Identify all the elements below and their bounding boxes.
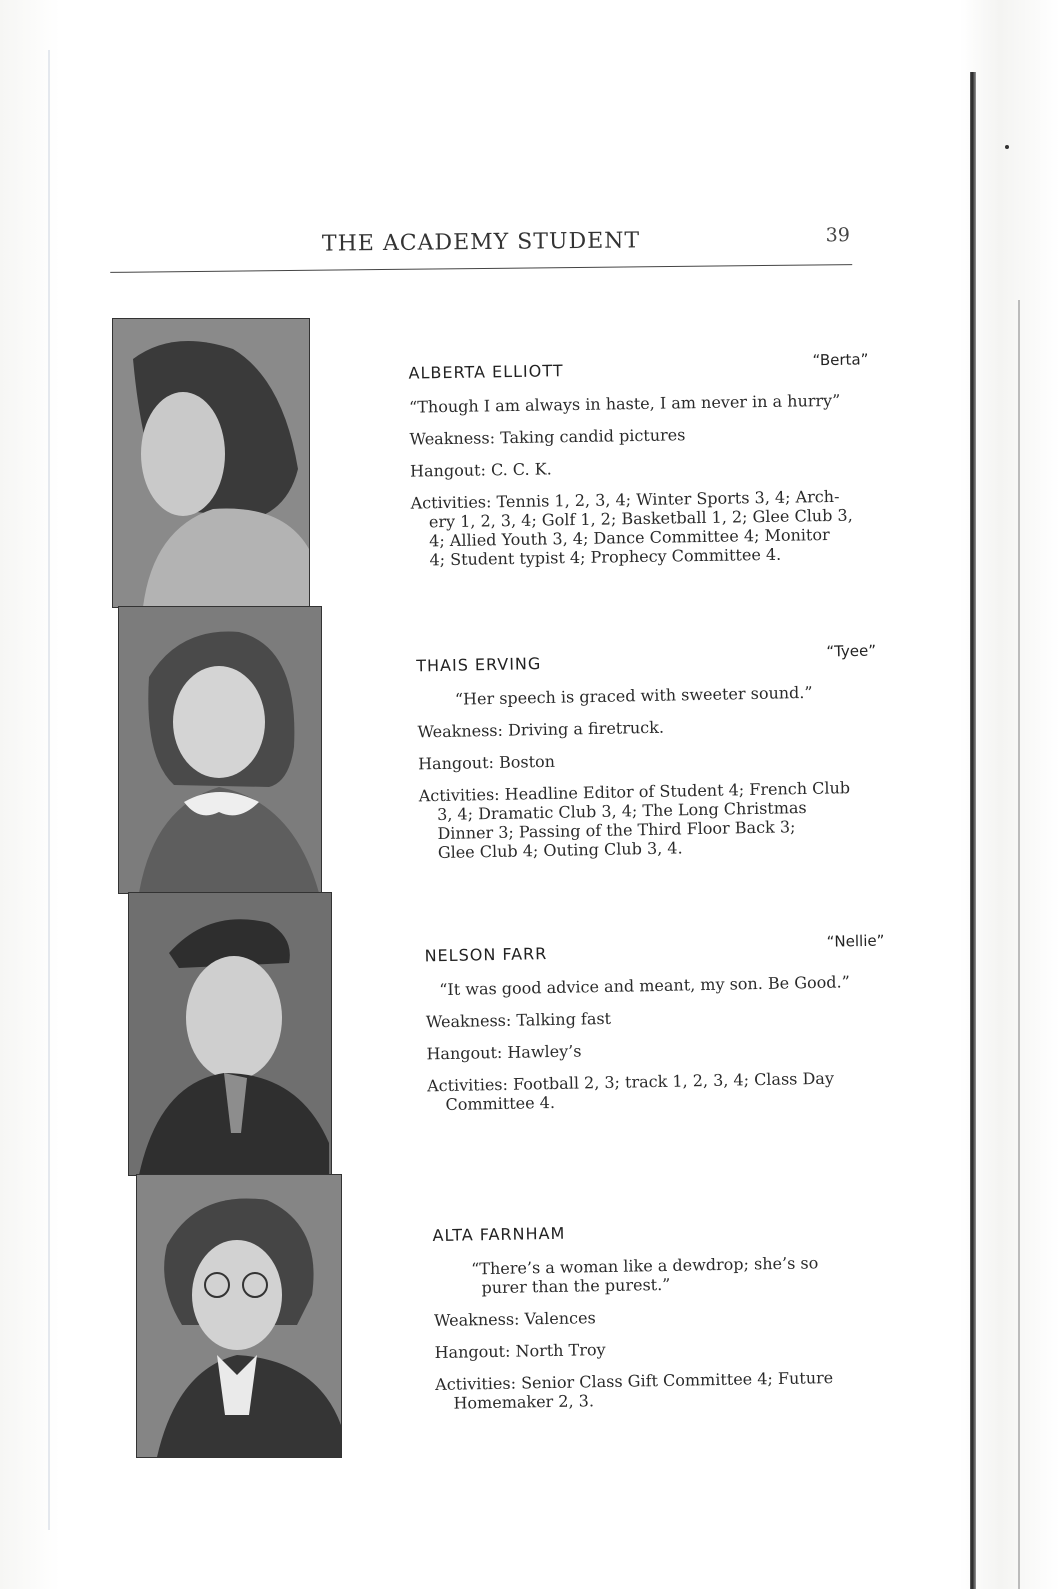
hangout-line (426, 1036, 886, 1064)
activities-line: Tennis 1, 2, 3, 4; Winter Sports 3, 4; Arch- (496, 486, 840, 512)
portrait-alberta-elliott (112, 318, 310, 608)
activities-line: Glee Club 4; Outing Club 3, 4. (437, 838, 683, 863)
ink-speck (1005, 145, 1009, 149)
activities-line: ery 1, 2, 3, 4; Golf 1, 2; Basketball 1, 2; Glee Club 3, (428, 505, 853, 532)
student-nickname: “Tyee” (826, 641, 877, 661)
student-quote: “Her speech is graced with sweeter sound.” (454, 682, 813, 709)
activities-label: Activities: (426, 1074, 509, 1096)
portrait-thais-erving (118, 606, 322, 894)
page-edge-line (1018, 300, 1020, 1589)
hangout-value: North Troy (515, 1340, 606, 1361)
activities-label: Activities: (435, 1373, 517, 1395)
activities-block (435, 1367, 896, 1413)
activities-line: Football 2, 3; track 1, 2, 3, 4; Class Day (512, 1068, 835, 1094)
book-spine (970, 72, 976, 1589)
student-name: ALTA FARNHAM (432, 1223, 566, 1246)
portrait-nelson-farr (128, 892, 332, 1176)
page-number: 39 (825, 224, 851, 247)
portrait-alta-farnham (136, 1174, 342, 1458)
hangout-label: Hangout: (409, 460, 487, 481)
student-quote (433, 1252, 894, 1298)
student-nickname: “Berta” (812, 350, 869, 370)
weakness-label: Weakness: (433, 1309, 520, 1331)
hangout-value: Hawley’s (507, 1041, 582, 1062)
activities-line: Dinner 3; Passing of the Third Floor Back 3; (437, 817, 796, 844)
entry-alberta-elliott (408, 350, 871, 570)
weakness-value: Valences (524, 1308, 596, 1329)
student-name: THAIS ERVING (416, 654, 542, 676)
student-name: NELSON FARR (424, 944, 548, 966)
weakness-line (434, 1303, 894, 1330)
activities-line: Headline Editor of Student 4; French Club (504, 778, 851, 804)
activities-label: Activities: (418, 784, 500, 806)
entry-thais-erving (416, 641, 880, 863)
student-quote: “It was good advice and meant, my son. Be Good.” (439, 972, 850, 1000)
hangout-label: Hangout: (434, 1341, 511, 1363)
weakness-line (426, 1004, 886, 1032)
weakness-value: Talking fast (516, 1008, 612, 1030)
hangout-line (410, 454, 870, 480)
student-nickname: “Nellie” (826, 931, 885, 951)
page-left-edge (48, 50, 50, 1530)
weakness-label: Weakness: (425, 1010, 512, 1032)
activities-label: Activities: (410, 492, 492, 513)
activities-line: 4; Student typist 4; Prophecy Committee 4. (429, 544, 782, 570)
hangout-value: Boston (498, 751, 556, 772)
weakness-label: Weakness: (417, 720, 504, 742)
activities-block (427, 1068, 888, 1115)
hangout-label: Hangout: (417, 752, 495, 774)
student-quote: “Though I am always in haste, I am never in a hurry” (408, 390, 841, 417)
hangout-line (418, 746, 878, 774)
activities-line: Senior Class Gift Committee 4; Future (520, 1368, 834, 1393)
weakness-value: Taking candid pictures (499, 425, 686, 448)
weakness-label: Weakness: (409, 428, 496, 449)
activities-block (419, 778, 880, 863)
activities-block (410, 486, 871, 569)
weakness-value: Driving a firetruck. (507, 717, 665, 740)
weakness-line (417, 714, 877, 742)
activities-line: Homemaker 2, 3. (453, 1391, 595, 1413)
student-name: ALBERTA ELLIOTT (408, 361, 564, 383)
quote-line: purer than the purest.” (481, 1274, 671, 1298)
hangout-line (434, 1335, 894, 1362)
portrait-strip (112, 318, 344, 1460)
hangout-value: C. C. K. (490, 459, 552, 480)
weakness-line (409, 422, 869, 448)
hangout-label: Hangout: (426, 1042, 503, 1064)
activities-line: 3, 4; Dramatic Club 3, 4; The Long Christmas (436, 797, 807, 825)
entry-alta-farnham (432, 1218, 895, 1413)
activities-line: Committee 4. (445, 1092, 556, 1115)
entry-nelson-farr (424, 931, 887, 1115)
page-header (110, 218, 852, 273)
header-title: THE ACADEMY STUDENT (321, 228, 641, 257)
activities-line: 4; Allied Youth 3, 4; Dance Committee 4; Monitor (429, 525, 830, 551)
quote-line: “There’s a woman like a dewdrop; she’s so (470, 1253, 819, 1279)
